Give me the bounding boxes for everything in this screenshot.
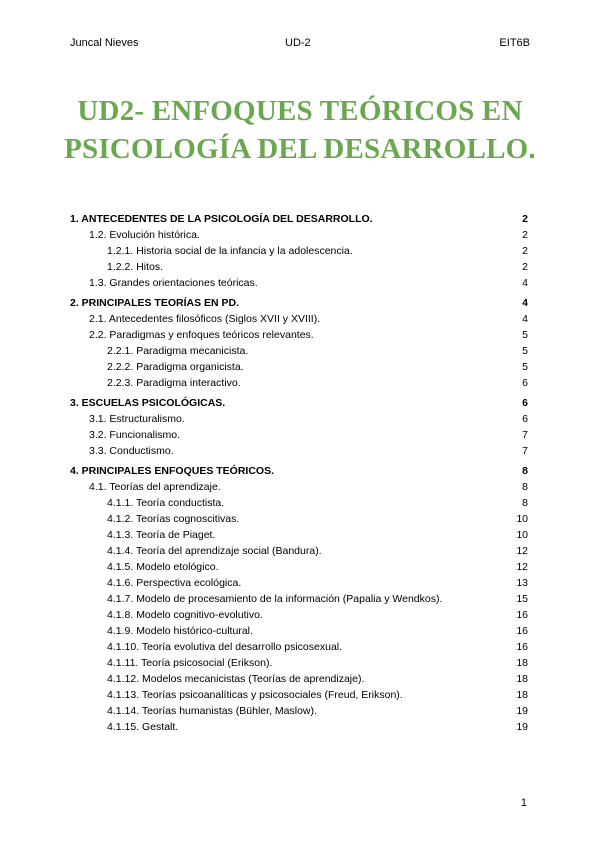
toc-entry-label: 4.1.10. Teoría evolutiva del desarrollo psicosexual.: [107, 641, 343, 653]
table-of-contents: [70, 211, 528, 735]
toc-entry-page: 19: [516, 721, 528, 733]
toc-entry-label: 4. PRINCIPALES ENFOQUES TEÓRICOS.: [70, 465, 275, 477]
toc-entry[interactable]: [70, 591, 528, 607]
toc-entry-label: 4.1.14. Teorías humanistas (Bühler, Maslow).: [107, 705, 317, 717]
toc-entry-page: 6: [522, 413, 528, 425]
toc-entry-page: 7: [522, 445, 528, 457]
toc-entry-label: 3.3. Conductismo.: [89, 445, 174, 457]
toc-entry-page: 16: [516, 609, 528, 621]
toc-entry-label: 1.2.1. Historia social de la infancia y la adolescencia.: [107, 245, 353, 257]
toc-entry-label: 4.1.4. Teoría del aprendizaje social (Bandura).: [107, 545, 322, 557]
toc-entry-label: 2.2.3. Paradigma interactivo.: [107, 377, 241, 389]
toc-entry-label: 4.1.13. Teorías psicoanalíticas y psicosociales (Freud, Erikson).: [107, 689, 403, 701]
toc-entry-page: 15: [516, 593, 528, 605]
toc-entry-label: 1.2. Evolución histórica.: [89, 229, 200, 241]
toc-entry-label: 2.2.2. Paradigma organicista.: [107, 361, 244, 373]
toc-entry[interactable]: [70, 623, 528, 639]
toc-entry-page: 4: [522, 277, 528, 289]
toc-entry-page: 5: [522, 361, 528, 373]
toc-entry-label: 4.1.12. Modelos mecanicistas (Teorías de aprendizaje).: [107, 673, 365, 685]
toc-entry-page: 18: [516, 673, 528, 685]
toc-entry-page: 18: [516, 657, 528, 669]
toc-entry-label: 3.2. Funcionalismo.: [89, 429, 181, 441]
header-group: EIT6B: [499, 37, 530, 49]
toc-entry[interactable]: [70, 311, 528, 327]
toc-entry-label: 4.1.11. Teoría psicosocial (Erikson).: [107, 657, 273, 669]
toc-entry[interactable]: [70, 703, 528, 719]
toc-entry-label: 2.2. Paradigmas y enfoques teóricos relevantes.: [89, 329, 314, 341]
toc-entry-label: 3.1. Estructuralismo.: [89, 413, 185, 425]
toc-entry[interactable]: [70, 511, 528, 527]
toc-entry[interactable]: [70, 639, 528, 655]
toc-entry[interactable]: [70, 655, 528, 671]
toc-entry[interactable]: [70, 719, 528, 735]
toc-entry[interactable]: [70, 227, 528, 243]
toc-entry-label: 4.1.5. Modelo etológico.: [107, 561, 219, 573]
toc-entry[interactable]: [70, 479, 528, 495]
toc-entry-label: 4.1.15. Gestalt.: [107, 721, 179, 733]
toc-entry-label: 4.1.2. Teorías cognoscitivas.: [107, 513, 240, 525]
title-line-1: UD2- ENFOQUES TEÓRICOS EN: [77, 95, 523, 127]
toc-entry[interactable]: [70, 295, 528, 311]
toc-entry-label: 4.1.7. Modelo de procesamiento de la información (Papalia y Wendkos).: [107, 593, 443, 605]
toc-entry[interactable]: [70, 359, 528, 375]
toc-entry[interactable]: [70, 243, 528, 259]
toc-entry-page: 18: [516, 689, 528, 701]
toc-entry-page: 12: [516, 561, 528, 573]
toc-entry-label: 4.1.1. Teoría conductista.: [107, 497, 225, 509]
toc-entry-page: 12: [516, 545, 528, 557]
toc-entry-page: 7: [522, 429, 528, 441]
toc-entry-label: 4.1.3. Teoría de Piaget.: [107, 529, 216, 541]
toc-entry-page: 13: [516, 577, 528, 589]
toc-entry[interactable]: [70, 463, 528, 479]
toc-entry[interactable]: [70, 327, 528, 343]
toc-entry-page: 6: [522, 377, 528, 389]
toc-entry-page: 16: [516, 625, 528, 637]
toc-entry[interactable]: [70, 275, 528, 291]
toc-entry-page: 2: [522, 213, 528, 225]
toc-entry-label: 4.1.6. Perspectiva ecológica.: [107, 577, 242, 589]
toc-entry-label: 1.2.2. Hitos.: [107, 261, 164, 273]
toc-entry[interactable]: [70, 527, 528, 543]
toc-entry[interactable]: [70, 375, 528, 391]
title-line-2: PSICOLOGÍA DEL DESARROLLO.: [64, 133, 536, 165]
toc-entry[interactable]: [70, 411, 528, 427]
toc-entry[interactable]: [70, 543, 528, 559]
page-number: 1: [520, 797, 527, 809]
toc-entry-page: 8: [522, 481, 528, 493]
toc-entry-label: 4.1.8. Modelo cognitivo-evolutivo.: [107, 609, 263, 621]
toc-entry[interactable]: [70, 427, 528, 443]
toc-entry[interactable]: [70, 607, 528, 623]
header-author: Juncal Nieves: [70, 37, 139, 49]
toc-entry-page: 2: [522, 229, 528, 241]
toc-entry[interactable]: [70, 443, 528, 459]
toc-entry-page: 8: [522, 497, 528, 509]
toc-entry[interactable]: [70, 259, 528, 275]
toc-entry[interactable]: [70, 211, 528, 227]
toc-entry-page: 6: [522, 397, 528, 409]
header-unit: UD-2: [285, 37, 311, 49]
toc-entry-page: 5: [522, 345, 528, 357]
toc-entry-page: 5: [522, 329, 528, 341]
toc-entry[interactable]: [70, 687, 528, 703]
toc-entry[interactable]: [70, 559, 528, 575]
toc-entry-label: 4.1.9. Modelo histórico-cultural.: [107, 625, 253, 637]
toc-entry-label: 2.1. Antecedentes filosóficos (Siglos XVII y XVIII).: [89, 313, 321, 325]
toc-entry-label: 1.3. Grandes orientaciones teóricas.: [89, 277, 258, 289]
toc-entry-label: 2. PRINCIPALES TEORÍAS EN PD.: [70, 297, 239, 309]
toc-entry-page: 8: [522, 465, 528, 477]
toc-entry[interactable]: [70, 671, 528, 687]
toc-entry[interactable]: [70, 395, 528, 411]
toc-entry-page: 2: [522, 245, 528, 257]
toc-entry-label: 3. ESCUELAS PSICOLÓGICAS.: [70, 397, 226, 409]
document-title: [40, 92, 560, 168]
toc-entry[interactable]: [70, 343, 528, 359]
toc-entry-page: 10: [516, 513, 528, 525]
toc-entry[interactable]: [70, 495, 528, 511]
toc-entry[interactable]: [70, 575, 528, 591]
toc-entry-page: 2: [522, 261, 528, 273]
toc-entry-page: 16: [516, 641, 528, 653]
toc-entry-label: 1. ANTECEDENTES DE LA PSICOLOGÍA DEL DESARROLLO.: [70, 213, 373, 225]
toc-entry-page: 4: [522, 313, 528, 325]
toc-entry-label: 4.1. Teorías del aprendizaje.: [89, 481, 221, 493]
toc-entry-label: 2.2.1. Paradigma mecanicista.: [107, 345, 249, 357]
toc-entry-page: 4: [522, 297, 528, 309]
toc-entry-page: 10: [516, 529, 528, 541]
page-header: [70, 37, 530, 51]
toc-entry-page: 19: [516, 705, 528, 717]
